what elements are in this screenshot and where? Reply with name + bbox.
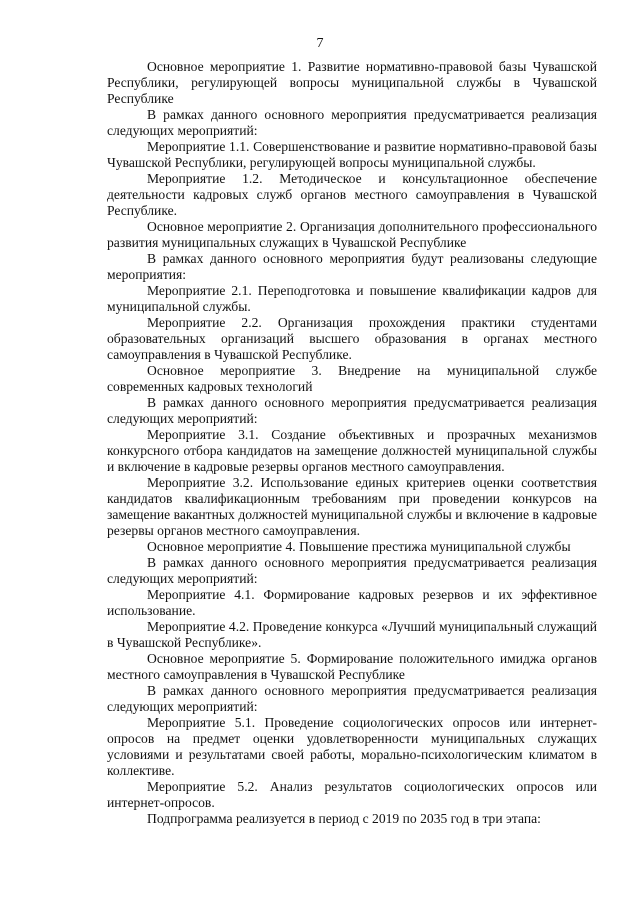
paragraph-main-activity-3: Основное мероприятие 3. Внедрение на муниципальной службе современных кадровых технологий [107, 363, 597, 394]
paragraph-activity-5-1: Мероприятие 5.1. Проведение социологических опросов или интернет-опросов на предмет оценки удовлетворенности муниципальных служащих условиями и результатами своей работы, морально-психологическим климатом в коллективе. [107, 715, 597, 778]
paragraph-activity-2-2: Мероприятие 2.2. Организация прохождения практики студентами образовательных организаций высшего образования в органах местного самоуправления в Чувашской Республике. [107, 315, 597, 362]
paragraph-main-activity-2: Основное мероприятие 2. Организация дополнительного профессионального развития муниципальных служащих в Чувашской Республике [107, 219, 597, 250]
paragraph-activity-1-1: Мероприятие 1.1. Совершенствование и развитие нормативно-правовой базы Чувашской Республики, регулирующей вопросы муниципальной службы. [107, 139, 597, 170]
paragraph-activity-1-2: Мероприятие 1.2. Методическое и консультационное обеспечение деятельности кадровых служб органов местного самоуправления в Чувашской Республике. [107, 171, 597, 218]
page-number: 7 [316, 36, 324, 51]
paragraph-activity-4-1: Мероприятие 4.1. Формирование кадровых резервов и их эффективное использование. [107, 587, 597, 618]
paragraph-subprogram-period: Подпрограмма реализуется в период с 2019 по 2035 год в три этапа: [147, 811, 541, 826]
paragraph-activity-5-2: Мероприятие 5.2. Анализ результатов социологических опросов или интернет-опросов. [107, 779, 597, 810]
paragraph-activity-2-1: Мероприятие 2.1. Переподготовка и повышение квалификации кадров для муниципальной службы. [107, 283, 597, 314]
paragraph-main-activity-1: Основное мероприятие 1. Развитие нормативно-правовой базы Чувашской Республики, регулирующей вопросы муниципальной службы в Чувашской Республике [107, 59, 597, 106]
paragraph-activity-4-2: Мероприятие 4.2. Проведение конкурса «Лучший муниципальный служащий в Чувашской Республике». [107, 619, 597, 650]
paragraph-intro-5: В рамках данного основного мероприятия предусматривается реализация следующих мероприятий: [107, 683, 597, 714]
paragraph-intro-3: В рамках данного основного мероприятия предусматривается реализация следующих мероприятий: [107, 395, 597, 426]
paragraph-main-activity-5: Основное мероприятие 5. Формирование положительного имиджа органов местного самоуправления в Чувашской Республике [107, 651, 597, 682]
document-body [107, 59, 597, 827]
paragraph-intro-2: В рамках данного основного мероприятия будут реализованы следующие мероприятия: [107, 251, 597, 282]
paragraph-main-activity-4: Основное мероприятие 4. Повышение престижа муниципальной службы [147, 539, 571, 554]
paragraph-activity-3-1: Мероприятие 3.1. Создание объективных и прозрачных механизмов конкурсного отбора кандидатов на замещение должностей муниципальной службы и включение в кадровые резервы органов местного самоуправления. [107, 427, 597, 474]
paragraph-intro-1: В рамках данного основного мероприятия предусматривается реализация следующих мероприятий: [107, 107, 597, 138]
paragraph-activity-3-2: Мероприятие 3.2. Использование единых критериев оценки соответствия кандидатов квалификационным требованиям при проведении конкурсов на замещение вакантных должностей муниципальной службы и включение в кадровые резервы органов местного самоуправления. [107, 475, 597, 538]
paragraph-intro-4: В рамках данного основного мероприятия предусматривается реализация следующих мероприятий: [107, 555, 597, 586]
